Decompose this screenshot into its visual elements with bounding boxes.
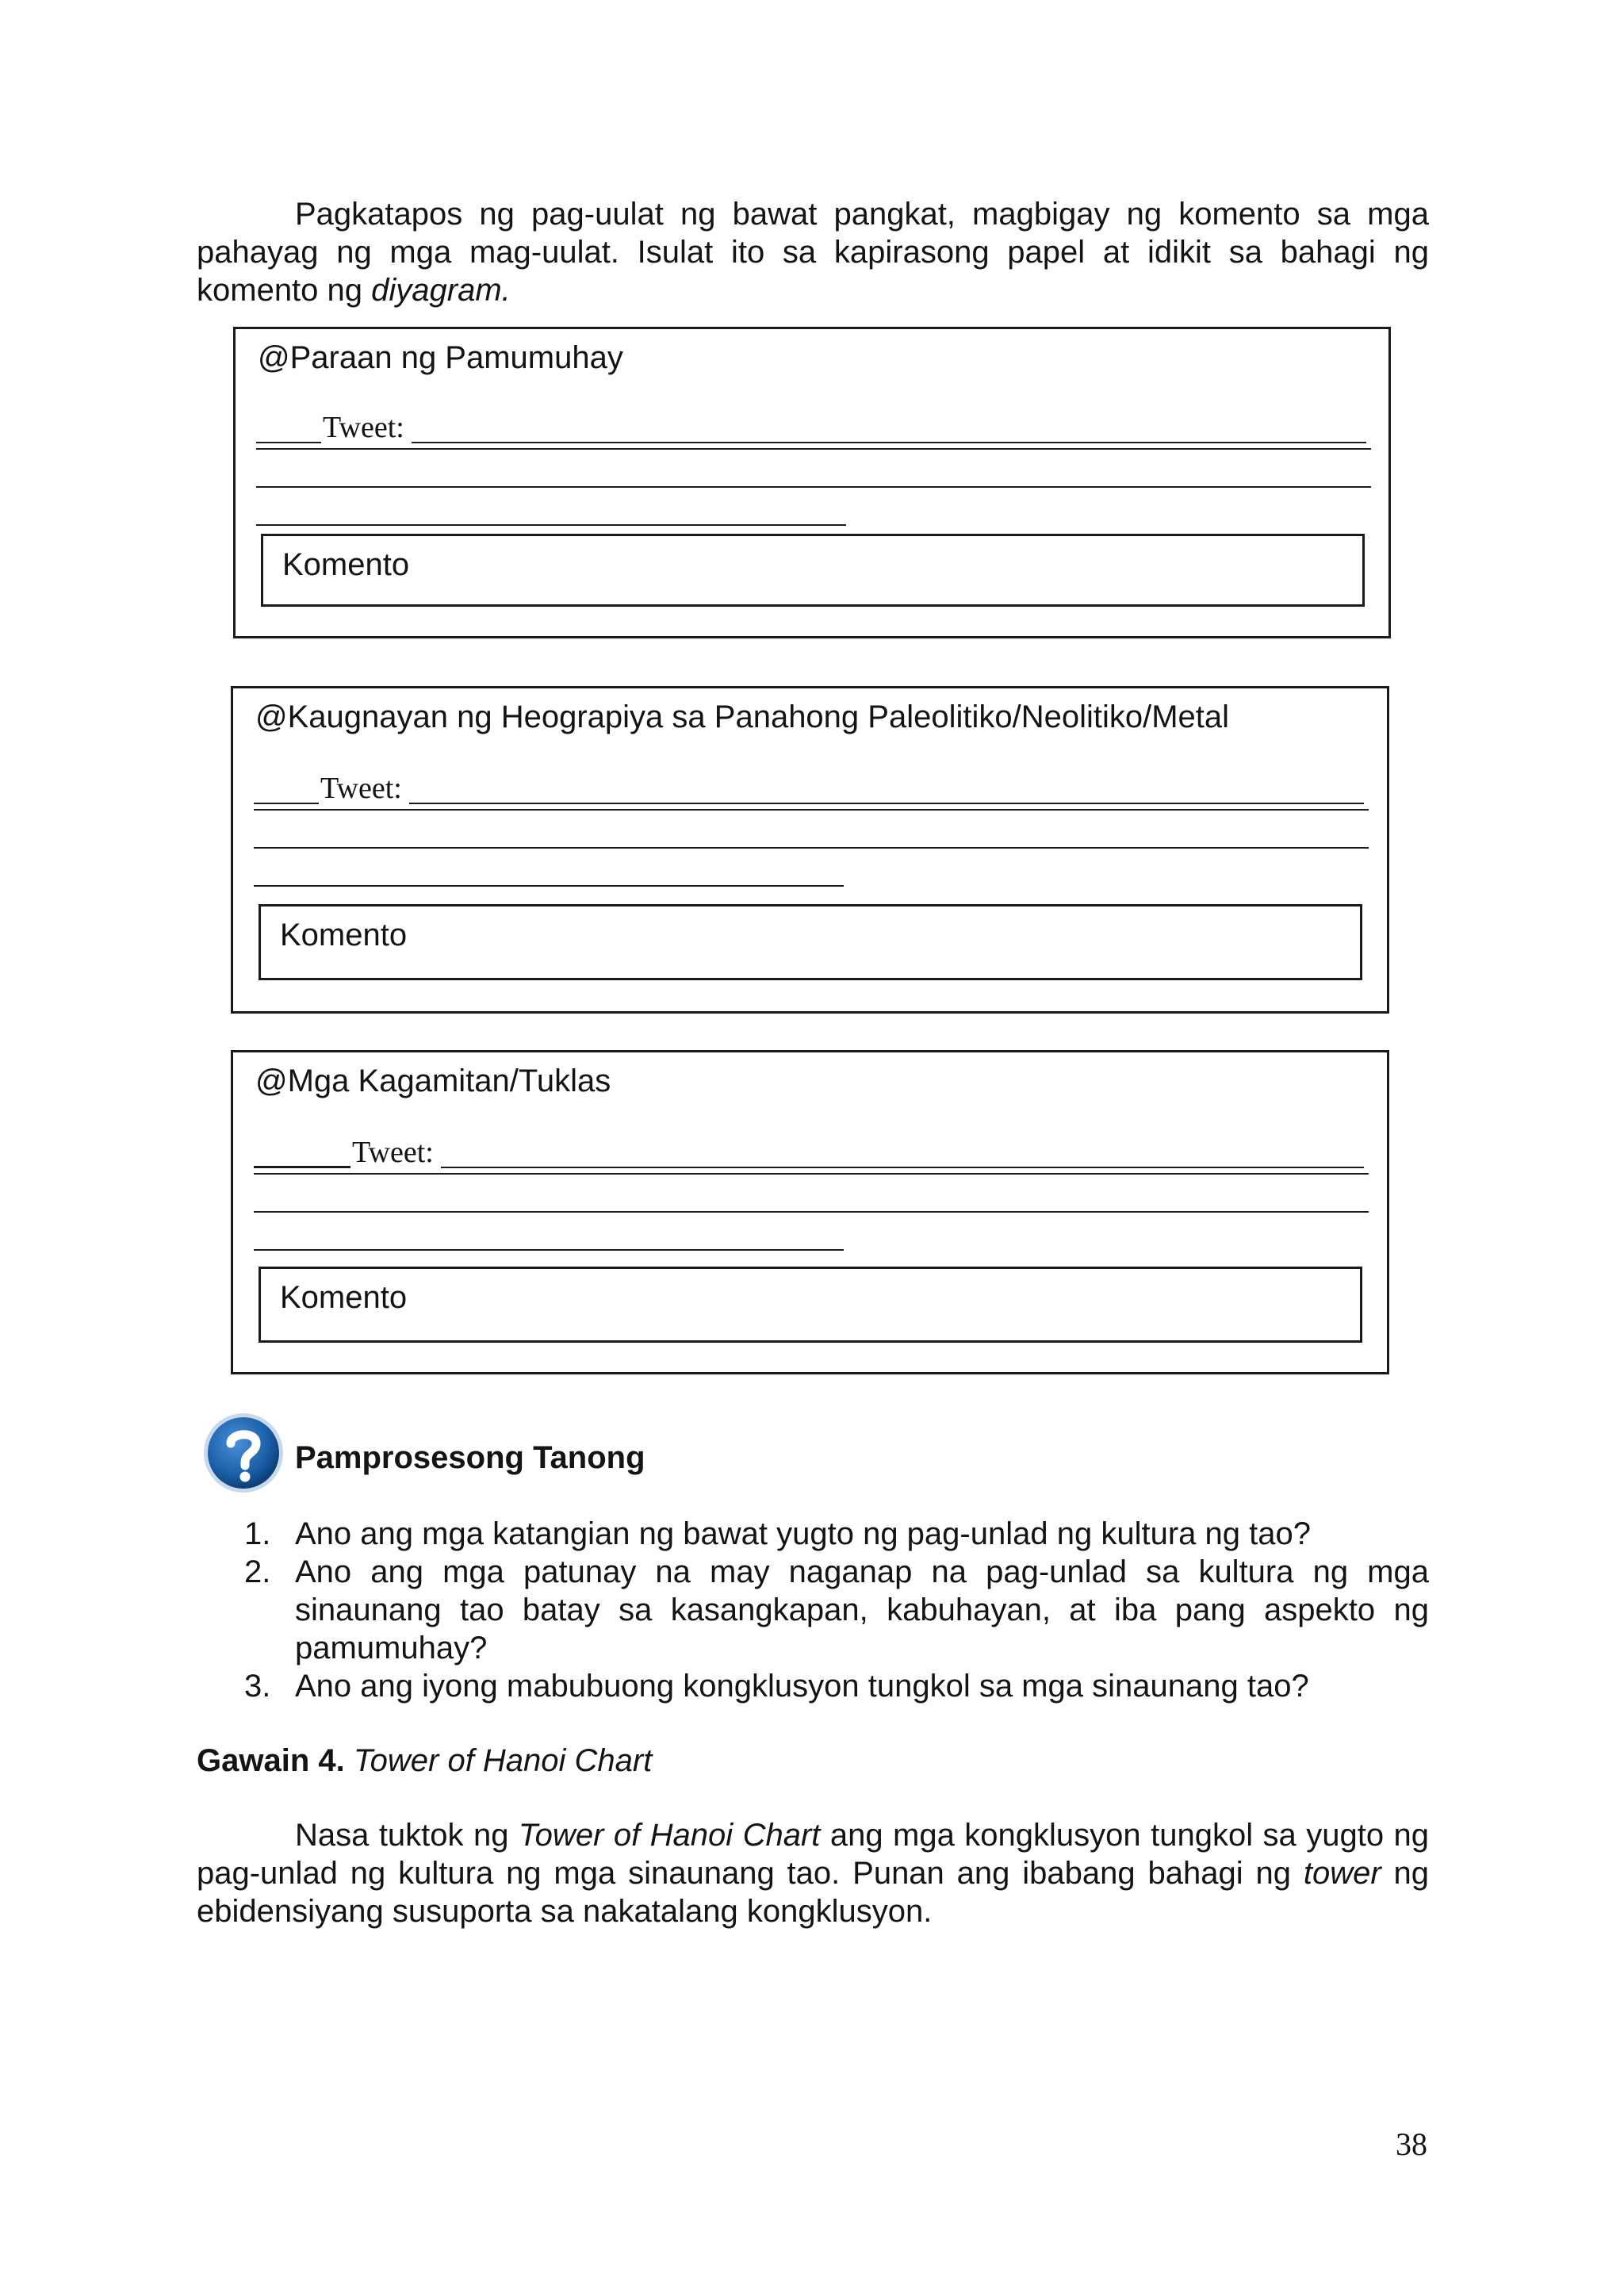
box-title: @Mga Kagamitan/Tuklas — [255, 1064, 611, 1098]
gawain-text-2: ang mga kongklusyon tungkol sa yugto ng pag-unlad ng kultura ng mga sinaunang tao. Punan ang ibabang bahagi ng — [197, 1818, 1430, 1891]
gawain-paragraph — [197, 1816, 1429, 1930]
gawain-heading — [197, 1742, 652, 1780]
tweet-box-kagamitan — [231, 1050, 1389, 1374]
tweet-box-kaugnayan — [231, 686, 1389, 1014]
answer-line[interactable] — [254, 1211, 1369, 1213]
tweet-answer-line[interactable] — [441, 1167, 1364, 1168]
box-title: @Paraan ng Pamumuhay — [258, 340, 623, 375]
intro-paragraph — [197, 195, 1429, 309]
tweet-answer-line[interactable] — [409, 803, 1364, 804]
gawain-text-3: ng ebidensiyang susuporta sa nakatalang kongklusyon. — [197, 1856, 1429, 1929]
komento-box[interactable] — [259, 1267, 1362, 1343]
answer-line[interactable] — [256, 486, 1371, 488]
intro-text-italic: diyagram. — [371, 273, 511, 308]
answer-line[interactable] — [254, 1249, 844, 1251]
tweet-row — [254, 772, 1364, 804]
question-number: 1. — [244, 1516, 271, 1551]
answer-line[interactable] — [254, 1173, 1369, 1175]
question-text: Ano ang mga patunay na may naganap na pag-unlad sa kultura ng mga sinaunang tao batay sa kasangkapan, kabuhayan, at iba pang aspekto ng pamumuhay? — [295, 1554, 1429, 1665]
komento-label: Komento — [282, 547, 410, 582]
box-title: @Kaugnayan ng Heograpiya sa Panahong Paleolitiko/Neolitiko/Metal — [255, 700, 1230, 734]
question-mark-icon — [202, 1412, 285, 1494]
list-item — [197, 1667, 1429, 1705]
tweet-box-paraan — [233, 327, 1391, 638]
question-list — [197, 1515, 1429, 1705]
tweet-label: Tweet: — [323, 411, 404, 444]
question-number: 2. — [244, 1554, 271, 1589]
list-item — [197, 1553, 1429, 1667]
answer-line[interactable] — [256, 524, 846, 526]
gawain-title: Tower of Hanoi Chart — [353, 1743, 653, 1778]
section-title: Pamprosesong Tanong — [295, 1440, 645, 1475]
tweet-blank — [254, 1166, 350, 1168]
komento-label: Komento — [280, 918, 408, 953]
komento-box[interactable] — [259, 904, 1362, 980]
komento-label: Komento — [280, 1280, 408, 1315]
intro-text: Pagkatapos ng pag-uulat ng bawat pangkat, magbigay ng komento sa mga pahayag ng mga mag-uulat. Isulat ito sa kapirasong papel at idikit sa bahagi ng komento ng — [197, 197, 1429, 308]
answer-line[interactable] — [254, 809, 1369, 811]
komento-box[interactable] — [261, 534, 1365, 607]
tweet-answer-line[interactable] — [412, 442, 1366, 443]
gawain-text-1: Nasa tuktok ng — [295, 1818, 519, 1853]
page-number: 38 — [1396, 2126, 1427, 2162]
tweet-row — [254, 1137, 1364, 1168]
answer-line[interactable] — [256, 448, 1371, 450]
question-text: Ano ang iyong mabubuong kongklusyon tungkol sa mga sinaunang tao? — [295, 1669, 1309, 1704]
tweet-blank — [254, 803, 319, 804]
tweet-row — [256, 412, 1366, 443]
answer-line[interactable] — [254, 885, 844, 887]
question-text: Ano ang mga katangian ng bawat yugto ng pag-unlad ng kultura ng tao? — [295, 1516, 1311, 1551]
question-number: 3. — [244, 1669, 271, 1704]
gawain-label: Gawain 4. — [197, 1743, 345, 1778]
tweet-label: Tweet: — [352, 1136, 434, 1169]
gawain-italic-2: tower — [1303, 1856, 1381, 1891]
tweet-blank — [256, 442, 321, 443]
list-item — [197, 1515, 1429, 1553]
gawain-italic-1: Tower of Hanoi Chart — [518, 1818, 821, 1853]
answer-line[interactable] — [254, 847, 1369, 849]
tweet-label: Tweet: — [320, 772, 402, 805]
